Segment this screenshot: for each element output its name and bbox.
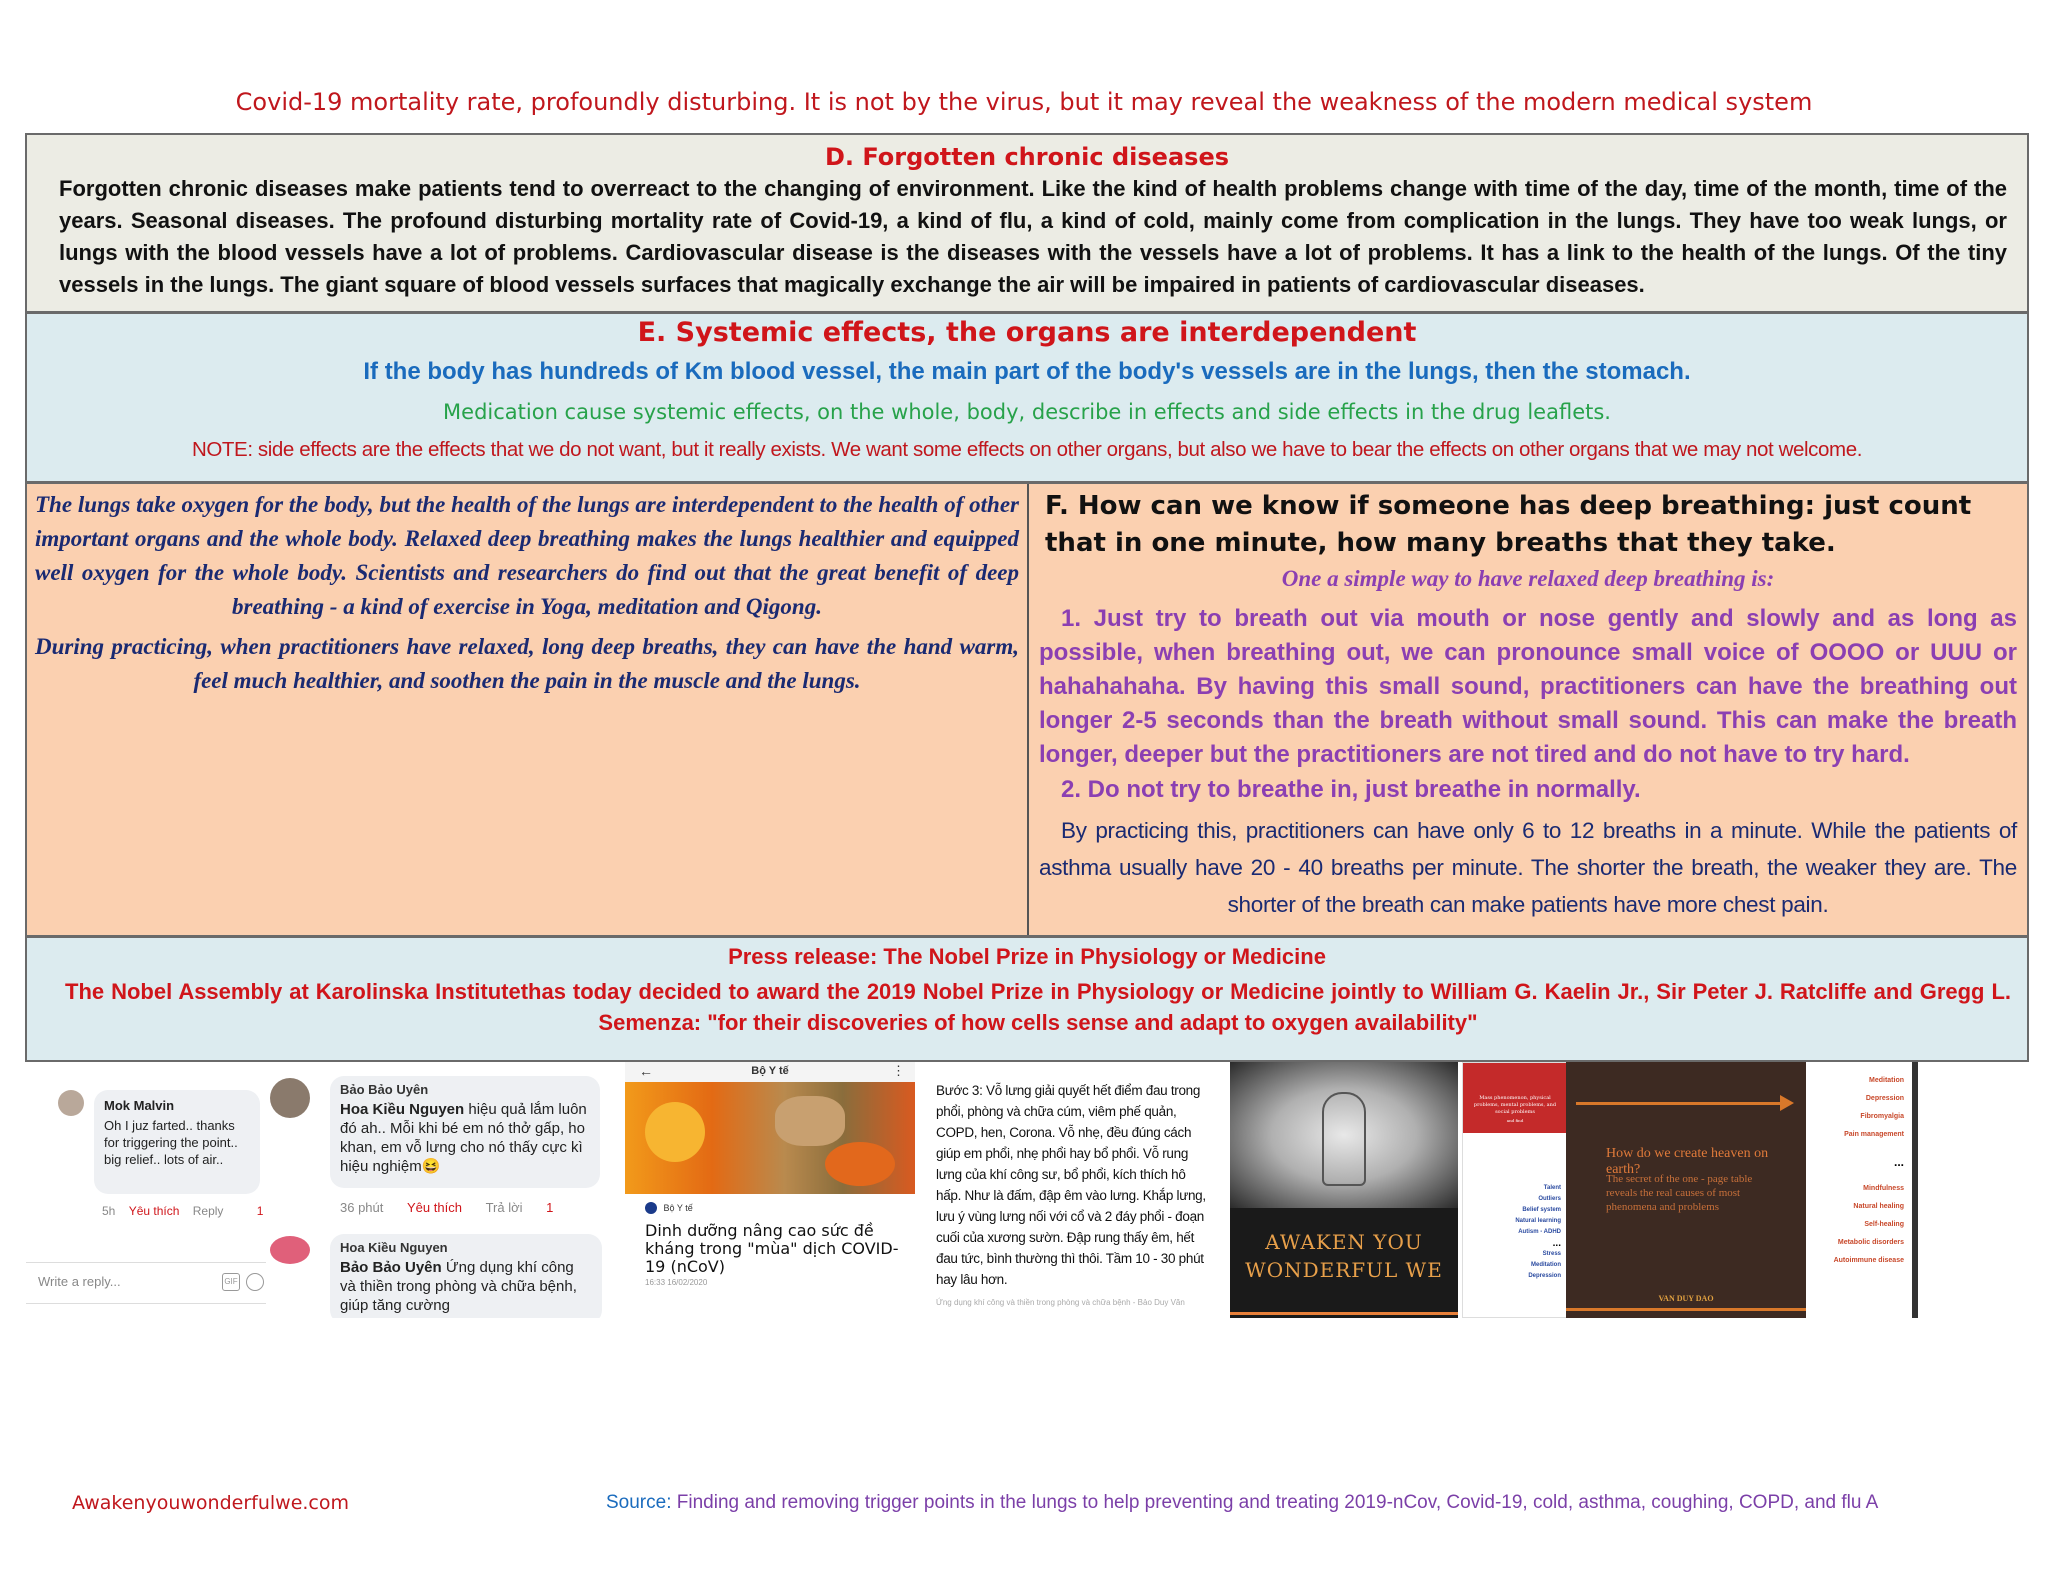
chat-time: 5h [102,1204,116,1218]
food-photo-detail [825,1142,895,1186]
page-title: Covid-19 mortality rate, profoundly disturbing. It is not by the virus, but it may reveal the weakness of the modern medical system [235,88,1813,116]
emoji-icon[interactable] [246,1273,264,1291]
list-item: Autoimmune disease [1833,1257,1904,1264]
news-source-label: Bộ Y tế [663,1203,693,1213]
section-d-body: Forgotten chronic diseases make patients tend to overreact to the changing of environment. Like the kind of health problems change with time of the day, time of the month, time of the years. Seasonal diseases. The profound disturbing mortality rate of Covid-19, a kind of flu, a kind of cold, mainly come from complication in the lungs. They have too weak lungs, or lungs with the blood vessels have a lot of problems. Cardiovascular disease is the diseases with the vessels have a lot of problems. It has a link to the health of the lungs. Of the tiny vessels in the lungs. The giant square of blood vessels surfaces that magically exchange the air will be impaired in patients of cardiovascular diseases. [59,176,2007,297]
reply-link[interactable]: Trả lời [485,1200,523,1215]
reply-input-box[interactable] [26,1262,266,1304]
news-date: 16:33 16/02/2020 [645,1278,708,1287]
source-text: Finding and removing trigger points in the lungs to help preventing and treating 2019-nCov, Covid-19, cold, asthma, coughing, COPD, and flu A [676,1492,1879,1513]
section-e-title: E. Systemic effects, the organs are interdependent [637,317,1417,348]
section-deep-breathing [1029,484,2027,935]
book-back-list [1515,1183,1561,1282]
list-item: ... [1893,1155,1904,1169]
reply-input[interactable]: Write a reply... [38,1274,121,1289]
source-label: Source: [606,1492,672,1513]
book-cover-heaven [1566,1062,1806,1318]
list-item: Belief system [1522,1207,1561,1213]
chat-message [340,1258,592,1315]
book-side-list [1806,1062,1918,1318]
chat-author: Mok Malvin [104,1098,175,1113]
food-photo-detail [775,1096,845,1146]
section-e-medication-line: Medication cause systemic effects, on the whole, body, describe in effects and side effects in the drug leaflets. [443,400,1611,424]
avatar [58,1090,84,1116]
section-nobel-press-release [25,936,2029,1062]
article-text: Bước 3: Vỗ lưng giải quyết hết điểm đau trong phổi, phòng và chữa cúm, viêm phế quản, COPD, hen, Corona. Vỗ nhẹ, đều đúng cách giúp em phổi, nhẹ phổi hay bổ phổi. Vỗ rung lưng của khí công sư, bổ phổi, kích thích hô hấp. Như là đấm, đập êm vào lưng. Khắp lưng, lưu ý vùng lưng nối với cổ và 2 đáy phổi - đoạn cuối của xương sườn. Đập rung thấy êm, hết đau tức, bình thường thì thôi. Tầm 10 - 30 phút hay lâu hơn. [936,1083,1206,1287]
chat-author: Hoa Kiều Nguyen [340,1240,448,1255]
section-systemic-effects [25,312,2029,483]
list-item: ... [1552,1238,1561,1249]
lungs-and-breathing-row [25,482,2029,937]
chat-message [340,1100,590,1176]
food-photo [625,1082,915,1194]
chat-bubble [330,1076,600,1188]
book-red-band [1463,1063,1567,1133]
section-f-title: F. How can we know if someone has deep breathing: just count that in one minute, how many breaths that they take. [1045,491,1972,558]
chat-message-text: hiệu quả lắm luôn đó ah.. Mỗi khi bé em nó thở gấp, ho khan, em vỗ lưng cho nó thấy cực kì hiệu nghiệm😆 [340,1101,587,1175]
press-title: Press release: The Nobel Prize in Physiology or Medicine [728,944,1326,969]
chat-bubble [94,1090,260,1194]
list-item: Depression [1865,1095,1904,1102]
breathing-step-2: 2. Do not try to breathe in, just breathe in normally. [1061,776,1641,803]
ministry-logo-icon [645,1202,657,1214]
chat-bubble [330,1234,602,1318]
list-item: Fibromyalgia [1860,1113,1904,1120]
book-back-heading: Mass phenomenon, physical problems, mental problems, and social problems [1473,1095,1557,1115]
section-e-note: NOTE: side effects are the effects that we do not want, but it really exists. We want some effects on other organs, but also we have to bear the effects on other organs that we may not welcome. [191,438,1863,461]
section-e-blood-vessel-line: If the body has hundreds of Km blood vessel, the main part of the body's vessels are in the lungs, then the stomach. [363,358,1691,385]
back-arrow-icon[interactable]: ← [639,1063,653,1079]
article-screenshot [922,1062,1222,1318]
book-title: How do we create heaven on earth? [1606,1146,1769,1177]
chat-screenshot-2 [268,1062,620,1318]
list-item: Depression [1528,1273,1561,1279]
book-title: AWAKEN YOU WONDERFUL WE [1245,1230,1443,1282]
article-caption: Ứng dụng khí công và thiền trong phòng và chữa bệnh - Bảo Duy Văn [936,1298,1185,1307]
list-item: Pain management [1844,1131,1904,1138]
avatar [270,1236,310,1264]
food-photo-detail [645,1102,705,1162]
chat-message-text: Ứng dụng khí công và thiền trong phòng và chữa bệnh, giúp tăng cường [340,1259,577,1314]
list-item: Talent [1543,1185,1561,1191]
news-source [645,1202,915,1214]
reply-link[interactable]: Reply [192,1204,224,1218]
chat-actions [102,1204,263,1218]
news-header-bar [625,1062,915,1082]
breathing-step-1: 1. Just try to breath out via mouth or nose gently and slowly and as long as possible, when breathing out, we can pronounce small voice of OOOO or UUU or hahahahaha. By having this small sound, practitioners can have the breathing out longer 2-5 seconds than the breath without small sound. This can make the breath longer, deeper but the practitioners are not tired and do not have to try hard. [1039,605,2017,768]
chat-mention[interactable]: Bảo Bảo Uyên [340,1259,442,1276]
book-subtitle: The secret of the one - page table reveals the real causes of most phenomena and problems [1606,1173,1753,1213]
chat-message: Oh I juz farted.. thanks for triggering the point.. big relief.. lots of air.. [104,1118,238,1167]
book-author: VAN DUY DAO [1658,1294,1714,1303]
chat-mention[interactable]: Hoa Kiều Nguyen [340,1101,465,1118]
source-line [606,1492,1878,1514]
list-item: Meditation [1869,1077,1904,1084]
news-headline[interactable]: Dinh dưỡng nâng cao sức đề kháng trong "mùa" dịch COVID-19 (nCoV) [645,1221,899,1276]
list-item: Meditation [1531,1262,1561,1268]
lungs-paragraph-1: The lungs take oxygen for the body, but the health of the lungs are interdependent to the health of other important organs and the whole body. Relaxed deep breathing makes the lungs healthier and equipped well oxygen for the whole body. Scientists and researchers do find out that the great benefit of deep breathing - a kind of exercise in Yoga, meditation and Qigong. [35,492,1019,619]
chat-time: 36 phút [340,1200,384,1215]
book-side-list-items [1834,1072,1904,1270]
list-item: Self-healing [1864,1221,1904,1228]
arrow-head-icon [1780,1095,1794,1111]
chat-actions [340,1200,553,1215]
section-f-subtitle: One a simple way to have relaxed deep breathing is: [1281,566,1775,591]
list-item: Natural healing [1853,1203,1904,1210]
chat-screenshot-1 [18,1062,268,1318]
list-item: Outliers [1538,1196,1561,1202]
section-forgotten-chronic-diseases [25,133,2029,313]
arrow-icon [1576,1102,1786,1105]
like-link[interactable]: Yêu thích [128,1204,180,1218]
meditation-figure-icon [1322,1092,1366,1186]
book-cover-awaken [1230,1062,1458,1318]
lungs-panel [27,484,1029,935]
website-link[interactable]: Awakenyouwonderfulwe.com [72,1492,350,1514]
reaction-count: 1 [546,1200,554,1215]
book-back-cover [1462,1062,1568,1318]
news-header-title: Bộ Y tế [751,1065,789,1077]
lungs-paragraph-2: During practicing, when practitioners have relaxed, long deep breaths, they can have the hand warm, feel much healthier, and soothen the pain in the muscle and the lungs. [35,634,1019,693]
book-underline [1230,1312,1458,1315]
more-icon[interactable]: ⋮ [892,1063,905,1078]
gif-icon[interactable]: GIF [222,1273,240,1291]
list-item: Mindfulness [1863,1185,1904,1192]
press-body: The Nobel Assembly at Karolinska Institutethas today decided to award the 2019 Nobel Prize in Physiology or Medicine jointly to William G. Kaelin Jr., Sir Peter J. Ratcliffe and Gregg L. Semenza: "for their discoveries of how cells sense and adapt to oxygen availability" [65,979,2011,1035]
reaction-count: 1 [256,1204,264,1218]
list-item: Metabolic disorders [1837,1239,1904,1246]
avatar [270,1078,310,1118]
breathing-note: By practicing this, practitioners can have only 6 to 12 breaths in a minute. While the patients of asthma usually have 20 - 40 breaths per minute. The shorter the breath, the weaker they are. The shorter of the breath can make patients have more chest pain. [1039,818,2017,917]
list-item: Stress [1542,1251,1561,1257]
list-item: Natural learning [1515,1218,1561,1224]
news-screenshot [625,1062,915,1318]
book-bottom-line [1566,1308,1806,1311]
chat-author: Bảo Bảo Uyên [340,1082,429,1097]
meditation-figure-image [1230,1062,1458,1208]
section-d-title: D. Forgotten chronic diseases [824,143,1229,171]
list-item: Autism - ADHD [1518,1229,1561,1235]
book-back-author: and find [1506,1118,1524,1123]
like-link[interactable]: Yêu thích [407,1200,462,1215]
